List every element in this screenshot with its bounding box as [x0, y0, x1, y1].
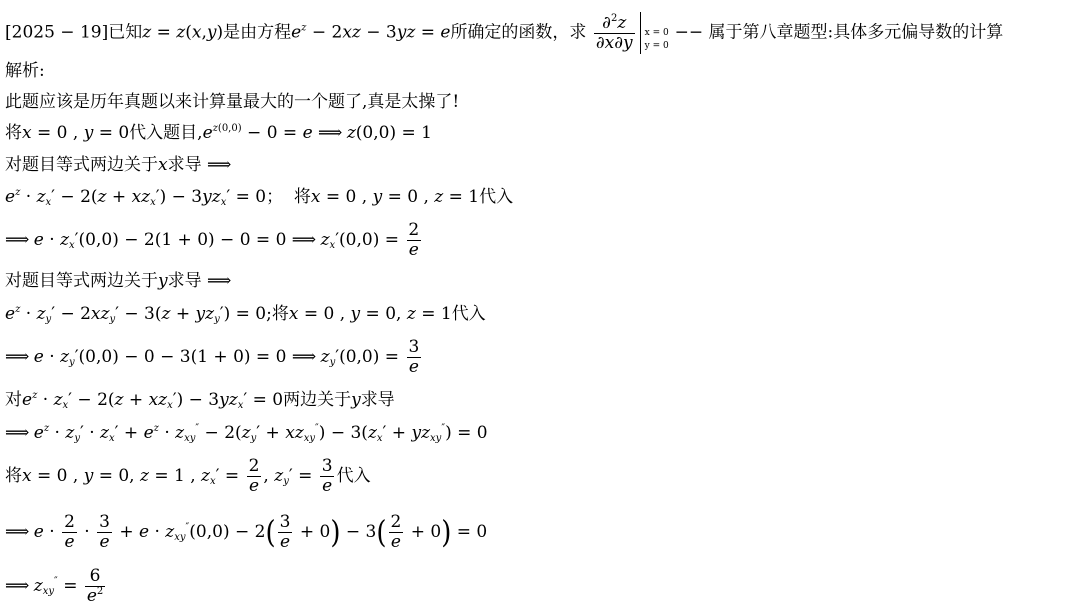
- step-second-derivative-equation: ⟹ $e^z \cdot z_y' \cdot z_x' + e^z \cdot z_{xy}'' - 2(z_y' + xz_{xy}'') - 3(z_x' + yz_{xy}'') = 0$: [5, 423, 488, 444]
- remark-line: 此题应该是历年真题以来计算量最大的一个题了,真是太操了!: [5, 92, 460, 112]
- final-answer: ⟹ $z_{xy}''$ = $\frac{6}{e^2}$: [5, 566, 104, 606]
- step-diff-x-equation: $e^z \cdot z_x' - 2(z + xz_x') - 3yz_x' = 0$； 将x = 0 , y = 0 , z = 1代入: [5, 187, 514, 208]
- step-evaluated-equation: ⟹ e · $\frac{2}{e}$ · $\frac{3}{e}$ + $e \cdot z_{xy}''(0,0) - 2$( $\frac{3}{e}$ + 0) − 3( $\frac{2}{e}$ + 0) = 0: [5, 512, 488, 552]
- second-derivative-fraction: $\frac{\partial^2z}{\partial x\partial y}$: [595, 12, 633, 53]
- analysis-heading: 解析:: [5, 61, 45, 81]
- question-line: [2025 − 19]已知z = z(x,y)是由方程$e^z - 2xz - 3yz = e$所确定的函数，求 $\frac{\partial^2z}{\partial x\partial y}$ x = 0 y = 0 −− 属于第八章题型:具体多元偏导数的计算: [5, 12, 1004, 53]
- step-diff-again-heading: 对$e^z \cdot z_x' - 2(z + xz_x') - 3yz_x' = 0$两边关于y求导: [5, 390, 395, 411]
- problem-label: [2025 − 19]: [5, 22, 109, 43]
- step-diff-y-equation: $e^z \cdot z_y' - 2xz_y' - 3(z + yz_y') = 0$;将x = 0 , y = 0, z = 1代入: [5, 304, 486, 325]
- step-substitute-values: 将x = 0 , y = 0, z = 1 , $z_x'$ = $\frac{2}{e}$ , $z_y'$ = $\frac{3}{e}$ 代入: [5, 456, 371, 496]
- step-diff-x-heading: 对题目等式两边关于x求导 ⟹: [5, 155, 231, 175]
- step-diff-y-heading: 对题目等式两边关于y求导 ⟹: [5, 271, 231, 291]
- step-zy-result: ⟹ $e \cdot z_y'(0,0) - 0 - 3(1 + 0) = 0$ ⟹ $z_y'(0,0)$ = $\frac{3}{e}$: [5, 337, 420, 377]
- chapter-note: 属于第八章题型:具体多元偏导数的计算: [708, 22, 1004, 43]
- step-substitute-origin: 将x = 0 , y = 0代入题目$,e^{z(0,0)} - 0 = e$ ⟹ z(0,0) = 1: [5, 123, 432, 143]
- step-zx-result: ⟹ $e \cdot z_x'(0,0) - 2(1 + 0) - 0 = 0$ ⟹ $z_x'(0,0)$ = $\frac{2}{e}$: [5, 220, 420, 260]
- evaluation-bar: x = 0 y = 0: [640, 12, 675, 54]
